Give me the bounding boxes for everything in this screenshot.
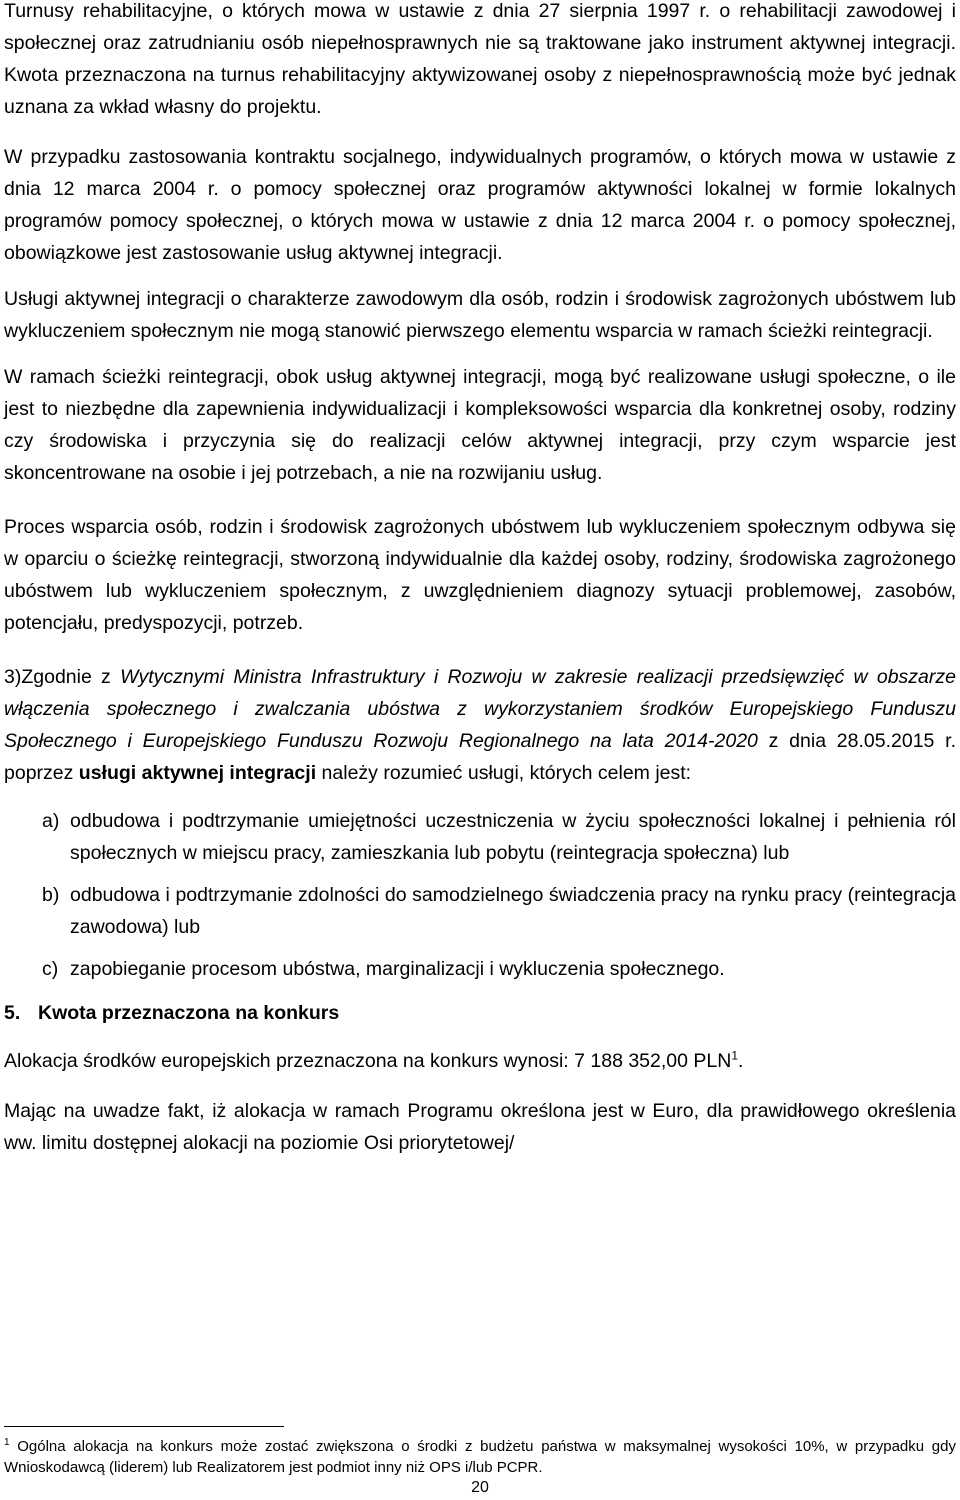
paragraph-euro: Mając na uwadze fakt, iż alokacja w ramach Programu określona jest w Euro, dla prawidłowego określenia ww. limitu dostępnej alokacji na poziomie Osi priorytetowej/ (4, 1100, 956, 1154)
wytyczne-lead: 3)Zgodnie z (4, 666, 121, 688)
page-number: 20 (471, 1479, 489, 1496)
footnote-text: Ogólna alokacja na konkurs może zostać zwiększona o środki z budżetu państwa w maksymalnej wysokości 10%, w przypadku gdy Wnioskodawcą (liderem) lub Realizatorem jest podmiot inny niż OPS i/lub PCPR. (4, 1438, 956, 1476)
paragraph-kontrakt-socjalny: W przypadku zastosowania kontraktu socjalnego, indywidualnych programów, o których mowa w ustawie z dnia 12 marca 2004 r. o pomocy społecznej oraz programów aktywności lokalnej w formie lokalnych programów pomocy społecznej, o których mowa w ustawie z dnia 12 marca 2004 r. o pomocy społecznej, obowiązkowe jest zastosowanie usług aktywnej integracji. (4, 146, 956, 264)
goals-list (4, 805, 956, 985)
list-item-text: odbudowa i podtrzymanie umiejętności uczestniczenia w życiu społeczności lokalnej i pełnienia ról społecznych w miejscu pracy, zamieszkania lub pobytu (reintegracja społeczna) lub (70, 810, 956, 864)
wytyczne-tail: należy rozumieć usługi, których celem jest: (316, 762, 692, 784)
paragraph-sciezka-reintegracji: W ramach ścieżki reintegracji, obok usług aktywnej integracji, mogą być realizowane usługi społeczne, o ile jest to niezbędne dla zapewnienia indywidualizacji i kompleksowości wsparcia dla konkretnej osoby, rodziny czy środowiska i przyczynia się do realizacji celów aktywnej integracji, przy czym wsparcie jest skoncentrowane na osobie i jej potrzebach, a nie na rozwijaniu usług. (4, 366, 956, 484)
list-item-text: zapobieganie procesom ubóstwa, marginalizacji i wykluczenia społecznego. (70, 958, 725, 980)
page-body (4, 0, 956, 1159)
list-item (4, 953, 956, 985)
paragraph-uslugi-zawodowe: Usługi aktywnej integracji o charakterze zawodowym dla osób, rodzin i środowisk zagrożonych ubóstwem lub wykluczeniem społecznym nie mogą stanowić pierwszego elementu wsparcia w ramach ścieżki reintegracji. (4, 288, 956, 342)
allocation-end: . (738, 1050, 744, 1072)
list-item (4, 805, 956, 869)
wytyczne-bold-term: usługi aktywnej integracji (78, 762, 317, 784)
list-marker: b) (42, 884, 60, 906)
footnote (4, 1436, 956, 1478)
paragraph-proces-wsparcia: Proces wsparcia osób, rodzin i środowisk zagrożonych ubóstwem lub wykluczeniem społecznym odbywa się w oparciu o ścieżkę reintegracji, stworzoną indywidualnie dla każdej osoby, rodziny, środowiska zagrożonego ubóstwem lub wykluczeniem społecznym, z uwzględnieniem diagnozy sytuacji problemowej, zasobów, potencjału, predyspozycji, potrzeb. (4, 516, 956, 634)
list-item-text: odbudowa i podtrzymanie zdolności do samodzielnego świadczenia pracy na rynku pracy (reintegracja zawodowa) lub (70, 884, 956, 938)
paragraph-alokacja (4, 1045, 956, 1077)
footnote-marker: 1 (4, 1437, 10, 1448)
wytyczne-title: Wytycznymi Ministra Infrastruktury i Rozwoju w zakresie realizacji przedsięwzięć w obszarze włączenia społecznego i zwalczania ubóstwa z wykorzystaniem środków Europejskiego Funduszu Społecznego i Europejskiego Funduszu Rozwoju Regionalnego na lata 2014-2020 (4, 666, 956, 752)
list-marker: c) (42, 958, 59, 980)
footnote-reference[interactable]: 1 (731, 1048, 739, 1063)
list-marker: a) (42, 810, 60, 832)
allocation-text: Alokacja środków europejskich przeznaczona na konkurs wynosi: 7 188 352,00 PLN (4, 1050, 732, 1072)
wytyczne-middle: z dnia 28.05.2015 r. poprzez (4, 730, 956, 784)
section-number: 5. (4, 1002, 21, 1024)
list-item (4, 879, 956, 943)
paragraph-turnusy: Turnusy rehabilitacyjne, o których mowa w ustawie z dnia 27 sierpnia 1997 r. o rehabilitacji zawodowej i społecznej oraz zatrudnianiu osób niepełnosprawnych nie są traktowane jako instrument aktywnej integracji. Kwota przeznaczona na turnus rehabilitacyjny aktywizowanej osoby z niepełnosprawnością może być jednak uznana za wkład własny do projektu. (4, 0, 956, 118)
paragraph-wytyczne (4, 661, 956, 789)
section-title: Kwota przeznaczona na konkurs (38, 1002, 340, 1024)
footnote-separator (4, 1426, 284, 1427)
section-heading (4, 997, 956, 1029)
